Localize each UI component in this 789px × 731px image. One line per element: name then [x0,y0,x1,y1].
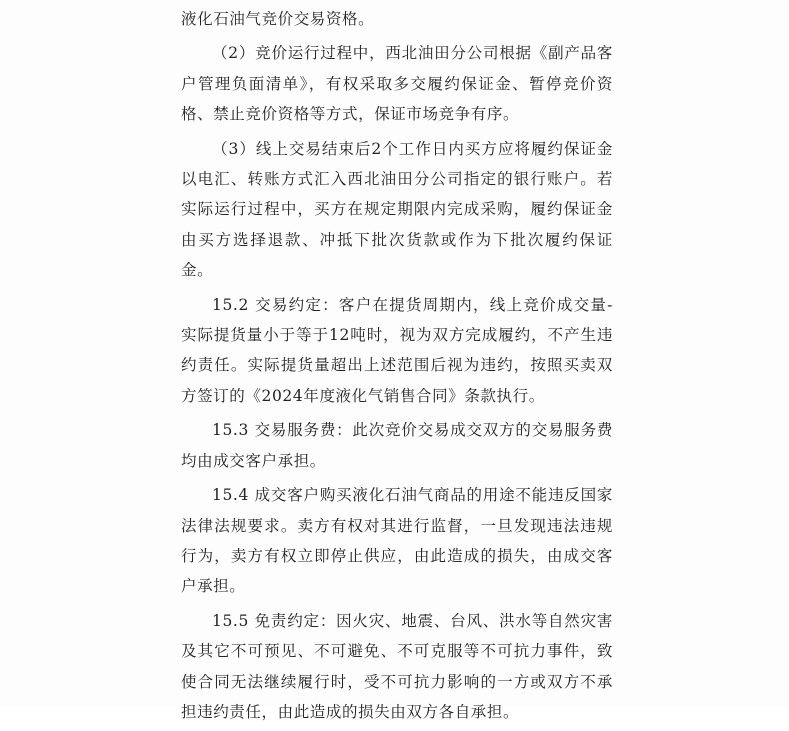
paragraph-15-5-disclaimer: 15.5 免责约定：因火灾、地震、台风、洪水等自然灾害及其它不可预见、不可避免、不可克服等不可抗力事件，致使合同无法继续履行时，受不可抗力影响的一方或双方不承担违约责任，由此造成的损失由双方各自承担。 [181,611,613,721]
paragraph-clause-3: （3）线上交易结束后2个工作日内买方应将履约保证金以电汇、转账方式汇入西北油田分公司指定的银行账户。若实际运行过程中，买方在规定期限内完成采购，履约保证金由买方选择退款、冲抵下批次货款或作为下批次履约保证金。 [181,139,613,280]
paragraph-continuation: 液化石油气竞价交易资格。 [181,10,375,28]
paragraph-15-3-service-fee: 15.3 交易服务费：此次竞价交易成交双方的交易服务费均由成交客户承担。 [181,421,613,470]
paragraph-clause-2: （2）竞价运行过程中，西北油田分公司根据《副产品客户管理负面清单》，有权采取多交履约保证金、暂停竞价资格、禁止竞价资格等方式，保证市场竞争有序。 [181,44,613,124]
paragraph-15-2-trade-agreement: 15.2 交易约定：客户在提货周期内，线上竞价成交量-实际提货量小于等于12吨时，视为双方完成履约，不产生违约责任。实际提货量超出上述范围后视为违约，按照买卖双方签订的《2024年度液化气销售合同》条款执行。 [181,295,613,405]
document-body [181,4,613,731]
paragraph-15-4-usage: 15.4 成交客户购买液化石油气商品的用途不能违反国家法律法规要求。卖方有权对其进行监督，一旦发现违法违规行为，卖方有权立即停止供应，由此造成的损失，由成交客户承担。 [181,486,613,596]
